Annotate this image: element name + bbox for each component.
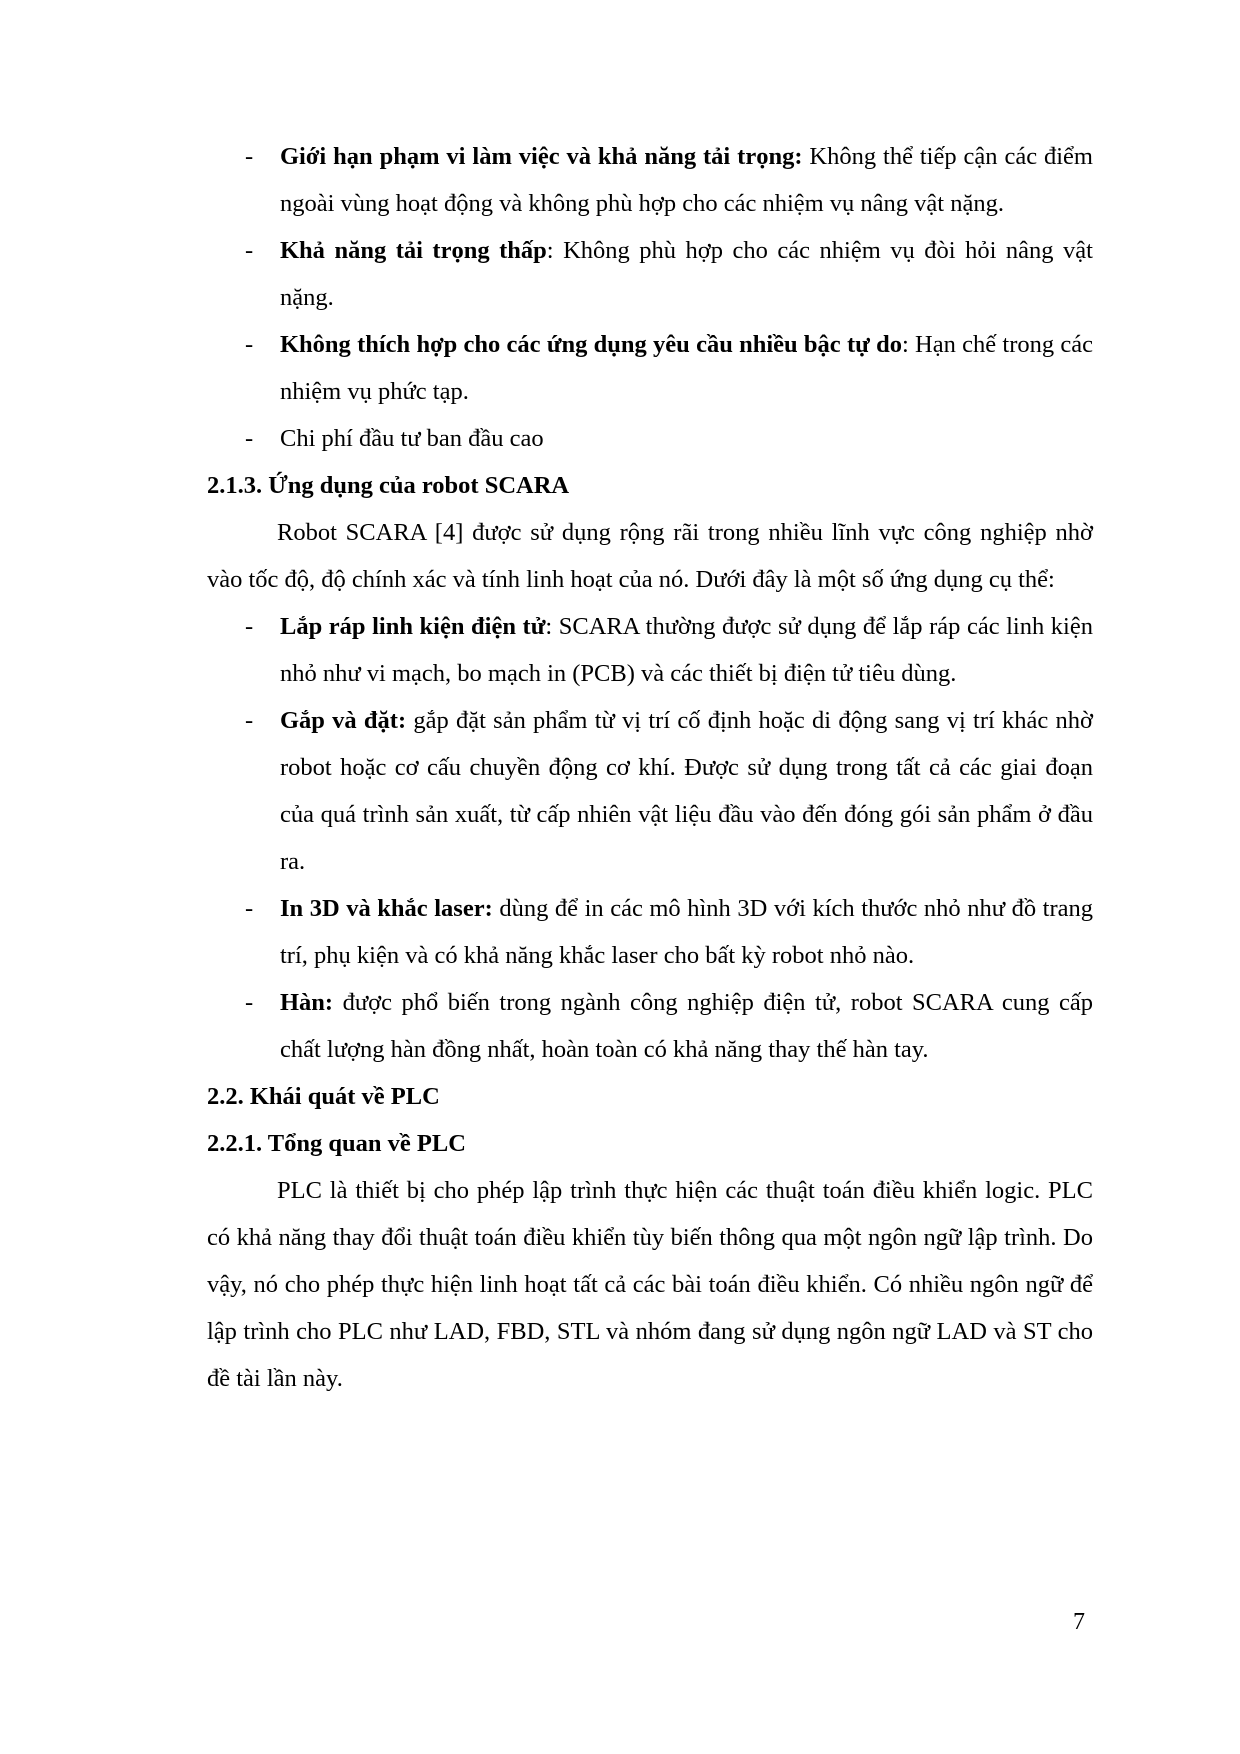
list-item	[207, 227, 1093, 321]
page-number: 7	[1073, 1609, 1085, 1635]
bullet-dash: -	[245, 425, 254, 452]
section-heading-2-2-1: 2.2.1. Tổng quan về PLC	[207, 1130, 466, 1157]
list-item	[207, 321, 1093, 415]
bullet-text: : Hạn chế trong các nhiệm vụ phức tạp.	[280, 331, 1093, 405]
list-item	[207, 697, 1093, 885]
list-item	[207, 979, 1093, 1073]
bullet-dash: -	[245, 707, 254, 734]
bullet-dash: -	[245, 331, 254, 358]
bullet-text: : SCARA thường được sử dụng để lắp ráp các linh kiện nhỏ như vi mạch, bo mạch in (PCB) và các thiết bị điện tử tiêu dùng.	[280, 613, 1093, 687]
list-item	[207, 415, 1093, 462]
bullet-dash: -	[245, 143, 254, 170]
bullet-dash: -	[245, 989, 254, 1016]
section-2-1-3-intro: Robot SCARA [4] được sử dụng rộng rãi trong nhiều lĩnh vực công nghiệp nhờ vào tốc độ, độ chính xác và tính linh hoạt của nó. Dưới đây là một số ứng dụng cụ thể:	[207, 519, 1093, 593]
bullet-term: Giới hạn phạm vi làm việc và khả năng tải trọng:	[280, 143, 803, 170]
bullet-text: dùng để in các mô hình 3D với kích thước nhỏ như đồ trang trí, phụ kiện và có khả năng khắc laser cho bất kỳ robot nhỏ nào.	[280, 895, 1094, 969]
bullet-text: Không thể tiếp cận các điểm ngoài vùng hoạt động và không phù hợp cho các nhiệm vụ nâng vật nặng.	[280, 143, 1093, 217]
bullet-term: Lắp ráp linh kiện điện tử	[280, 613, 546, 640]
section-heading-2-2: 2.2. Khái quát về PLC	[207, 1083, 440, 1110]
bullet-text: Chi phí đầu tư ban đầu cao	[280, 425, 544, 452]
list-item	[207, 133, 1093, 227]
bullet-term: Hàn:	[280, 989, 334, 1016]
bullet-term: Khả năng tải trọng thấp	[280, 237, 547, 264]
bullet-dash: -	[245, 613, 254, 640]
bullet-term: Không thích hợp cho các ứng dụng yêu cầu nhiều bậc tự do	[280, 331, 902, 358]
bullet-term: In 3D và khắc laser:	[280, 895, 493, 922]
bullet-term: Gắp và đặt:	[280, 707, 407, 734]
bullet-text: : Không phù hợp cho các nhiệm vụ đòi hỏi nâng vật nặng.	[280, 237, 1093, 311]
section-heading-2-1-3: 2.1.3. Ứng dụng của robot SCARA	[207, 472, 570, 499]
list-item	[207, 603, 1093, 697]
page-content	[207, 133, 1093, 1402]
bullet-text: gắp đặt sản phẩm từ vị trí cố định hoặc di động sang vị trí khác nhờ robot hoặc cơ cấu chuyền động cơ khí. Được sử dụng trong tất cả các giai đoạn của quá trình sản xuất, từ cấp nhiên vật liệu đầu vào đến đóng gói sản phẩm ở đầu ra.	[280, 707, 1093, 875]
bullet-text: được phổ biến trong ngành công nghiệp điện tử, robot SCARA cung cấp chất lượng hàn đồng nhất, hoàn toàn có khả năng thay thế hàn tay.	[280, 989, 1093, 1063]
bullet-dash: -	[245, 237, 254, 264]
section-2-2-1-paragraph: PLC là thiết bị cho phép lập trình thực hiện các thuật toán điều khiển logic. PLC có khả năng thay đổi thuật toán điều khiển tùy biến thông qua một ngôn ngữ lập trình. Do vậy, nó cho phép thực hiện linh hoạt tất cả các bài toán điều khiển. Có nhiều ngôn ngữ để lập trình cho PLC như LAD, FBD, STL và nhóm đang sử dụng ngôn ngữ LAD và ST cho đề tài lần này.	[207, 1177, 1093, 1392]
list-item	[207, 885, 1093, 979]
bullet-dash: -	[245, 895, 254, 922]
